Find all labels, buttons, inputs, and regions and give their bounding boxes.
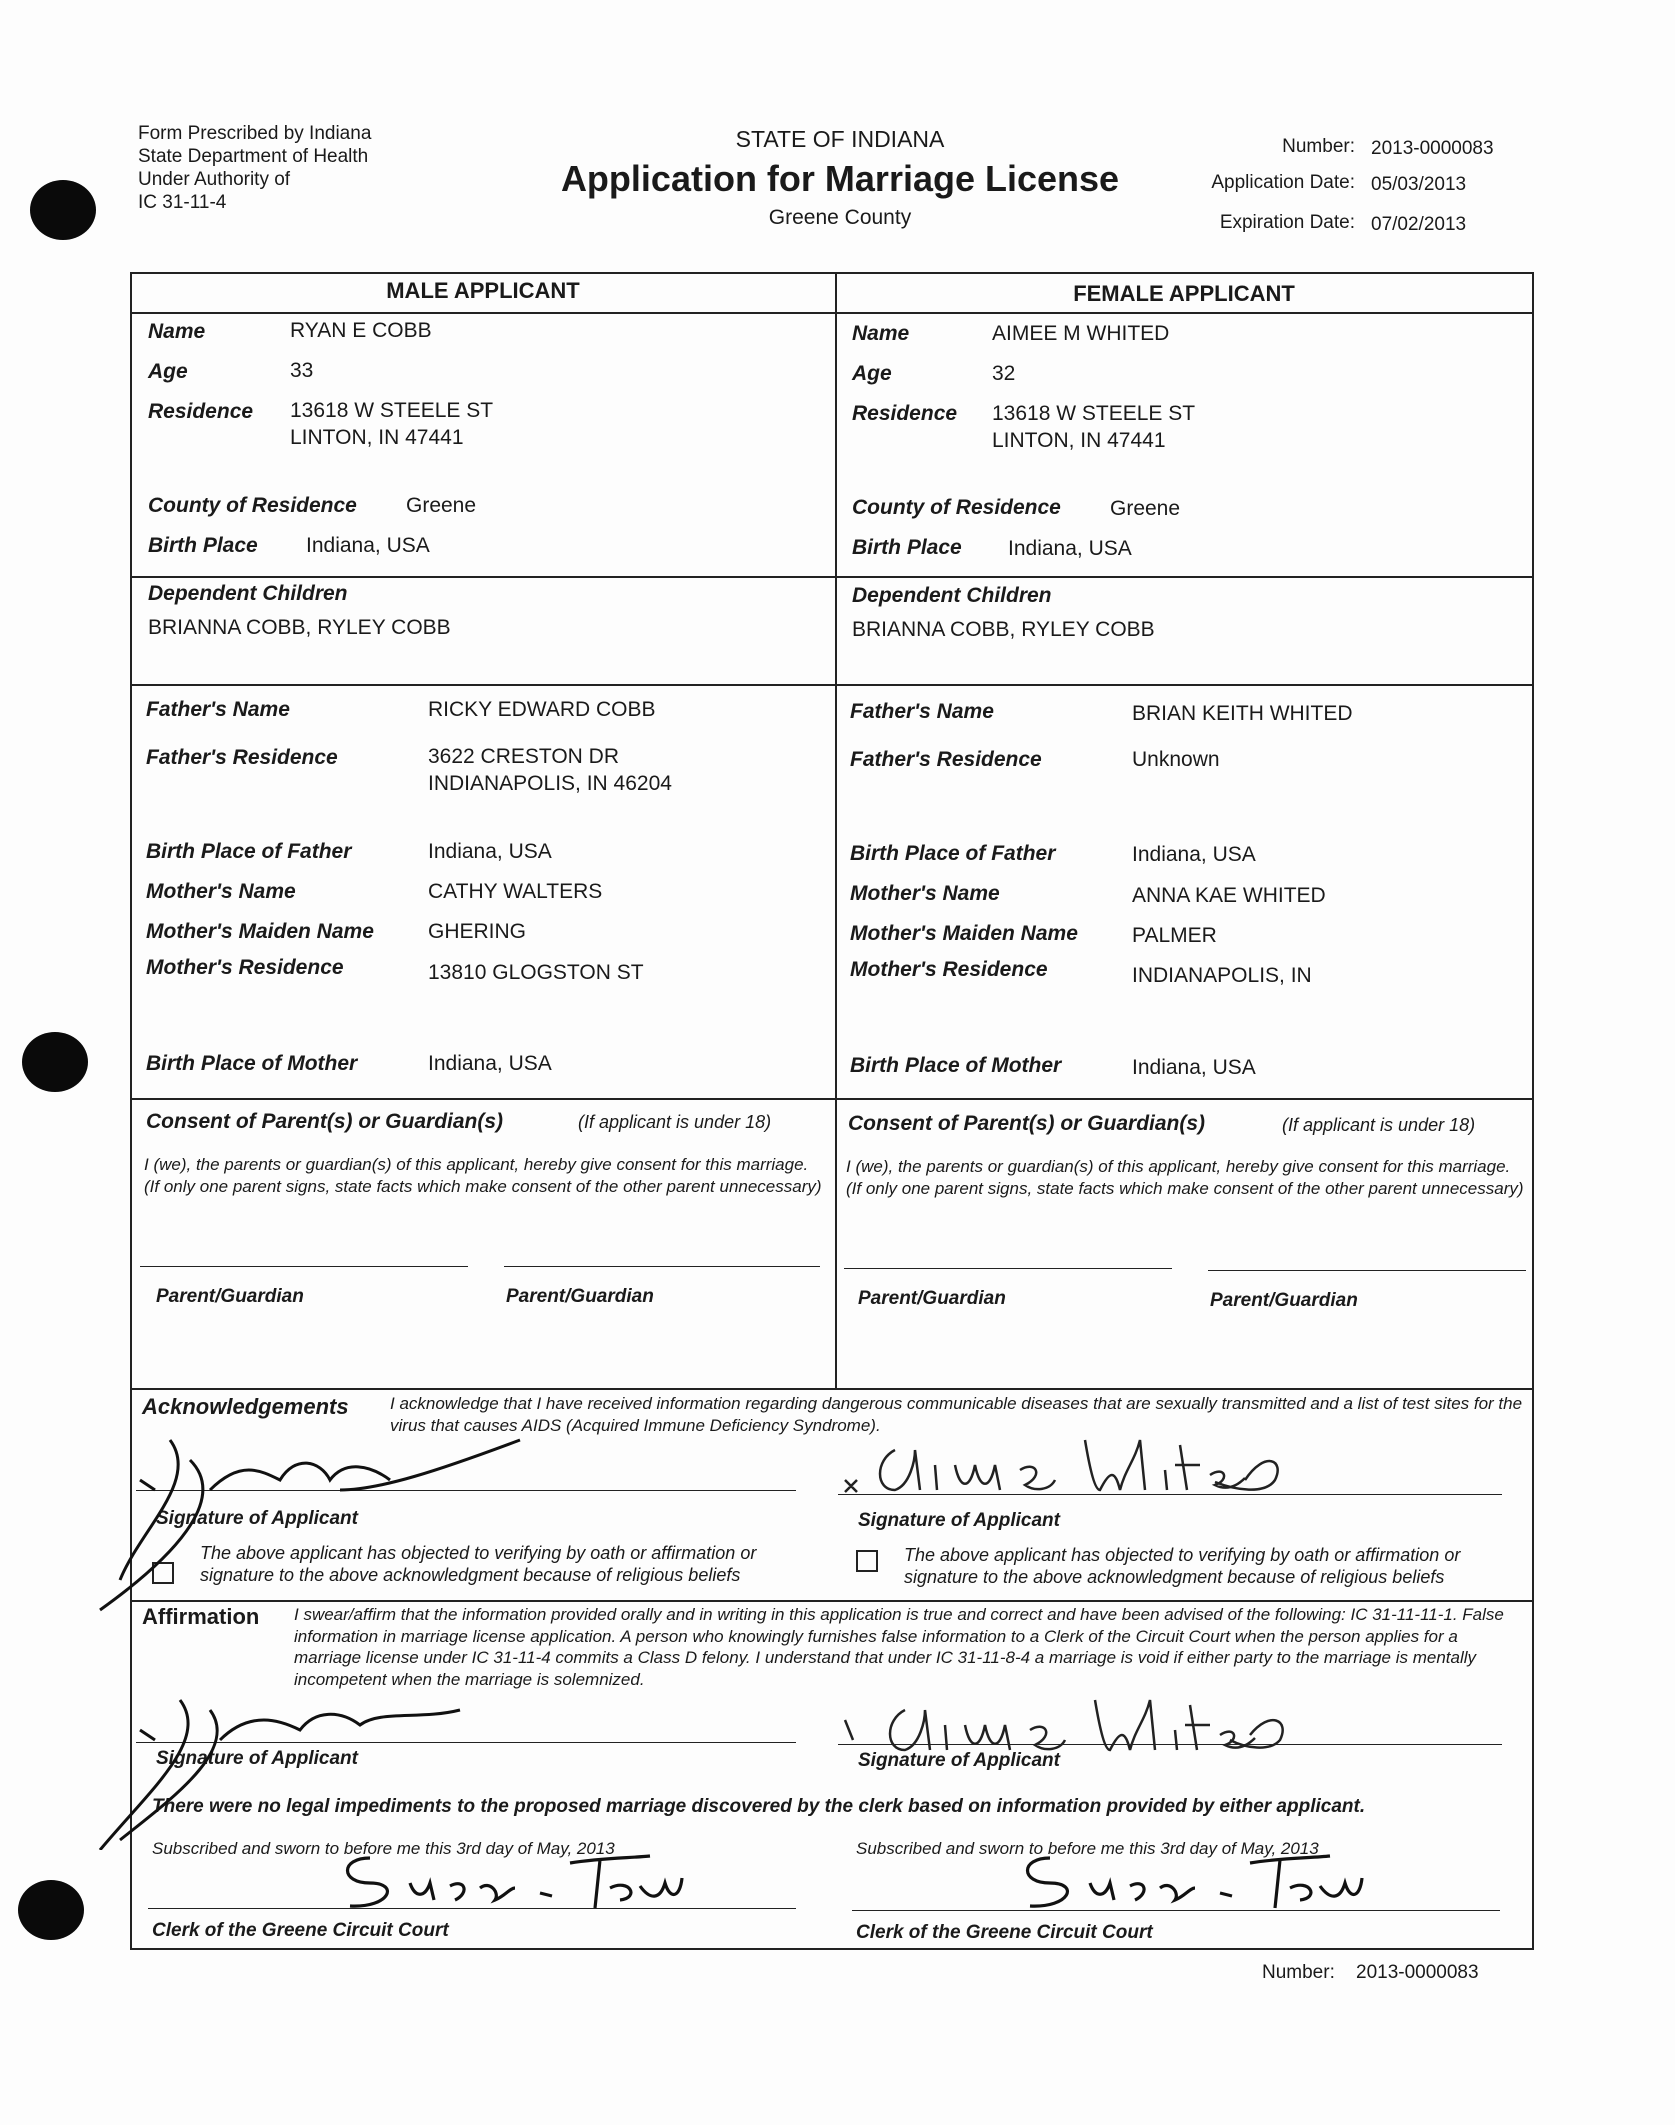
- female-father-birth-label: Birth Place of Father: [850, 842, 1056, 865]
- male-consent-heading: Consent of Parent(s) or Guardian(s): [146, 1110, 504, 1133]
- punch-hole-top: [30, 180, 96, 240]
- female-father-birth-value: Indiana, USA: [1132, 843, 1256, 866]
- male-children-value: BRIANNA COBB, RYLEY COBB: [148, 616, 451, 639]
- expiration-date-value: 07/02/2013: [1371, 214, 1467, 235]
- male-ack-signature-label: Signature of Applicant: [156, 1508, 358, 1529]
- female-age-value: 32: [992, 362, 1016, 385]
- male-parent-guardian-label-1: Parent/Guardian: [156, 1286, 304, 1307]
- column-header-divider: [132, 312, 1532, 314]
- application-date-label: Application Date:: [1211, 172, 1355, 193]
- punch-hole-middle: [22, 1032, 88, 1092]
- female-parent-sig-line-2: [1208, 1270, 1526, 1271]
- male-objection-text: The above applicant has objected to verifying by oath or affirmation or signature to the above acknowledgment because of religious beliefs: [200, 1543, 757, 1585]
- female-age-label: Age: [852, 362, 892, 385]
- male-residence-line1: 13618 W STEELE ST: [290, 399, 494, 422]
- clerk-signature-female: [1010, 1838, 1370, 1918]
- female-father-name-value: BRIAN KEITH WHITED: [1132, 702, 1353, 725]
- female-father-name-label: Father's Name: [850, 700, 994, 723]
- footer-number-value: 2013-0000083: [1356, 1962, 1479, 1983]
- female-aff-signature-label: Signature of Applicant: [858, 1750, 1060, 1771]
- female-residence-value: [992, 400, 1195, 454]
- expiration-date-label: Expiration Date:: [1219, 212, 1355, 233]
- male-father-birth-value: Indiana, USA: [428, 840, 552, 863]
- prescribed-line: Under Authority of: [138, 169, 291, 190]
- female-parent-sig-line-1: [844, 1268, 1172, 1269]
- female-children-value: BRIANNA COBB, RYLEY COBB: [852, 618, 1155, 641]
- female-signature-ack: [835, 1420, 1295, 1510]
- punch-hole-bottom: [18, 1880, 84, 1940]
- male-age-label: Age: [148, 360, 188, 383]
- male-mother-birth-label: Birth Place of Mother: [146, 1052, 358, 1075]
- male-residence-value: [290, 397, 493, 451]
- female-consent-text: I (we), the parents or guardian(s) of this applicant, hereby give consent for this marriage. (If only one parent signs, state facts which make consent of the other parent unnecessary): [846, 1157, 1524, 1198]
- male-mother-name-label: Mother's Name: [146, 880, 296, 903]
- female-objection-checkbox[interactable]: [856, 1550, 878, 1572]
- male-name-label: Name: [148, 320, 206, 343]
- acknowledgement-text: I acknowledge that I have received information regarding dangerous communicable diseases that are sexually transmitted and a list of test sites for the virus that causes AIDS (Acquired Immune Deficiency Syndrome).: [390, 1394, 1523, 1435]
- male-birthplace-label: Birth Place: [148, 534, 258, 557]
- female-consent-heading: Consent of Parent(s) or Guardian(s): [848, 1112, 1206, 1135]
- female-children-label: Dependent Children: [852, 584, 1052, 607]
- female-residence-line2: LINTON, IN 47441: [992, 429, 1166, 452]
- female-objection-text: The above applicant has objected to verifying by oath or affirmation or signature to the above acknowledgment because of religious beliefs: [904, 1545, 1461, 1587]
- female-county-label: County of Residence: [852, 496, 1061, 519]
- male-father-residence-value: [428, 743, 672, 797]
- female-ack-signature-label: Signature of Applicant: [858, 1510, 1060, 1531]
- state-heading: STATE OF INDIANA: [735, 126, 945, 152]
- document-title: Application for Marriage License: [560, 158, 1120, 199]
- female-applicant-heading: FEMALE APPLICANT: [1073, 281, 1295, 306]
- male-consent-note: (If applicant is under 18): [578, 1112, 772, 1132]
- male-father-res-line2: INDIANAPOLIS, IN 46204: [428, 772, 672, 795]
- female-birthplace-value: Indiana, USA: [1008, 537, 1132, 560]
- female-consent-note: (If applicant is under 18): [1282, 1115, 1476, 1135]
- county-heading: Greene County: [768, 206, 912, 229]
- consent-divider: [132, 1098, 1532, 1100]
- female-parent-guardian-label-1: Parent/Guardian: [858, 1288, 1006, 1309]
- male-children-label: Dependent Children: [148, 582, 348, 605]
- center-divider-upper: [835, 274, 837, 1390]
- parents-divider: [132, 684, 1532, 686]
- female-mother-maiden-label: Mother's Maiden Name: [850, 922, 1078, 945]
- male-parent-guardian-label-2: Parent/Guardian: [506, 1286, 654, 1307]
- female-father-residence-value: Unknown: [1132, 748, 1220, 771]
- male-father-residence-label: Father's Residence: [146, 746, 338, 769]
- application-date-value: 05/03/2013: [1371, 174, 1467, 195]
- acknowledgement-heading: Acknowledgements: [142, 1394, 349, 1419]
- female-parent-guardian-label-2: Parent/Guardian: [1210, 1290, 1358, 1311]
- male-father-name-value: RICKY EDWARD COBB: [428, 698, 656, 721]
- male-aff-signature-label: Signature of Applicant: [156, 1748, 358, 1769]
- male-consent-text: I (we), the parents or guardian(s) of this applicant, hereby give consent for this marriage. (If only one parent signs, state facts which make consent of the other parent unnecessary): [144, 1155, 822, 1196]
- footer-number-label: Number:: [1262, 1962, 1335, 1983]
- affirmation-text: I swear/affirm that the information provided orally and in writing in this application is true and correct and have been advised of the following: IC 31-11-11-1. False information in marriage license application. A person who knowingly furnishes false information to a Clerk of the Circuit Court when the person applies for a marriage license under IC 31-11-4 commits a Class D felony. I understand that under IC 31-11-8-4 a marriage is void if either party to the marriage is mentally incompetent when the marriage is solemnized.: [294, 1605, 1504, 1689]
- female-sworn-text: Subscribed and sworn to before me this 3rd day of May, 2013: [856, 1839, 1319, 1858]
- male-age-value: 33: [290, 359, 314, 382]
- form-prescribed-block: [138, 122, 371, 214]
- female-name-value: AIMEE M WHITED: [992, 322, 1170, 345]
- male-father-name-label: Father's Name: [146, 698, 290, 721]
- female-mother-name-label: Mother's Name: [850, 882, 1000, 905]
- male-applicant-heading: MALE APPLICANT: [386, 278, 580, 303]
- female-father-residence-label: Father's Residence: [850, 748, 1042, 771]
- male-parent-sig-line-1: [140, 1266, 468, 1267]
- female-residence-label: Residence: [852, 402, 958, 425]
- children-divider: [132, 576, 1532, 578]
- prescribed-line: IC 31-11-4: [138, 192, 227, 213]
- female-signature-affirmation: [835, 1680, 1295, 1770]
- male-signature-affirmation: [80, 1650, 560, 1850]
- male-mother-birth-value: Indiana, USA: [428, 1052, 552, 1075]
- female-clerk-label: Clerk of the Greene Circuit Court: [856, 1922, 1153, 1943]
- impediments-statement: There were no legal impediments to the proposed marriage discovered by the clerk based on information provided by either applicant.: [152, 1796, 1366, 1817]
- male-clerk-label: Clerk of the Greene Circuit Court: [152, 1920, 449, 1941]
- acknowledgement-divider: [132, 1388, 1532, 1390]
- male-residence-label: Residence: [148, 400, 254, 423]
- female-birthplace-label: Birth Place: [852, 536, 962, 559]
- male-sworn-text: Subscribed and sworn to before me this 3rd day of May, 2013: [152, 1839, 615, 1858]
- female-residence-line1: 13618 W STEELE ST: [992, 402, 1196, 425]
- male-father-birth-label: Birth Place of Father: [146, 840, 352, 863]
- female-mother-maiden-value: PALMER: [1132, 924, 1217, 947]
- female-mother-birth-label: Birth Place of Mother: [850, 1054, 1062, 1077]
- male-mother-maiden-value: GHERING: [428, 920, 527, 943]
- male-father-res-line1: 3622 CRESTON DR: [428, 745, 620, 768]
- affirmation-heading: Affirmation: [142, 1604, 260, 1629]
- number-value: 2013-0000083: [1371, 138, 1494, 159]
- prescribed-line: State Department of Health: [138, 146, 369, 167]
- clerk-signature-male: [330, 1838, 690, 1918]
- male-name-value: RYAN E COBB: [290, 319, 432, 342]
- male-county-label: County of Residence: [148, 494, 357, 517]
- male-mother-residence-value: 13810 GLOGSTON ST: [428, 961, 644, 984]
- male-mother-maiden-label: Mother's Maiden Name: [146, 920, 374, 943]
- male-mother-residence-label: Mother's Residence: [146, 956, 344, 979]
- female-name-label: Name: [852, 322, 910, 345]
- male-signature-ack: [80, 1420, 560, 1620]
- male-mother-name-value: CATHY WALTERS: [428, 880, 603, 903]
- male-county-value: Greene: [406, 494, 477, 517]
- female-county-value: Greene: [1110, 497, 1181, 520]
- number-label: Number:: [1282, 136, 1355, 157]
- female-mother-name-value: ANNA KAE WHITED: [1132, 884, 1326, 907]
- prescribed-line: Form Prescribed by Indiana: [138, 123, 372, 144]
- male-birthplace-value: Indiana, USA: [306, 534, 430, 557]
- male-parent-sig-line-2: [504, 1266, 820, 1267]
- male-residence-line2: LINTON, IN 47441: [290, 426, 464, 449]
- female-mother-residence-label: Mother's Residence: [850, 958, 1048, 981]
- female-mother-residence-value: INDIANAPOLIS, IN: [1132, 964, 1312, 987]
- female-mother-birth-value: Indiana, USA: [1132, 1056, 1256, 1079]
